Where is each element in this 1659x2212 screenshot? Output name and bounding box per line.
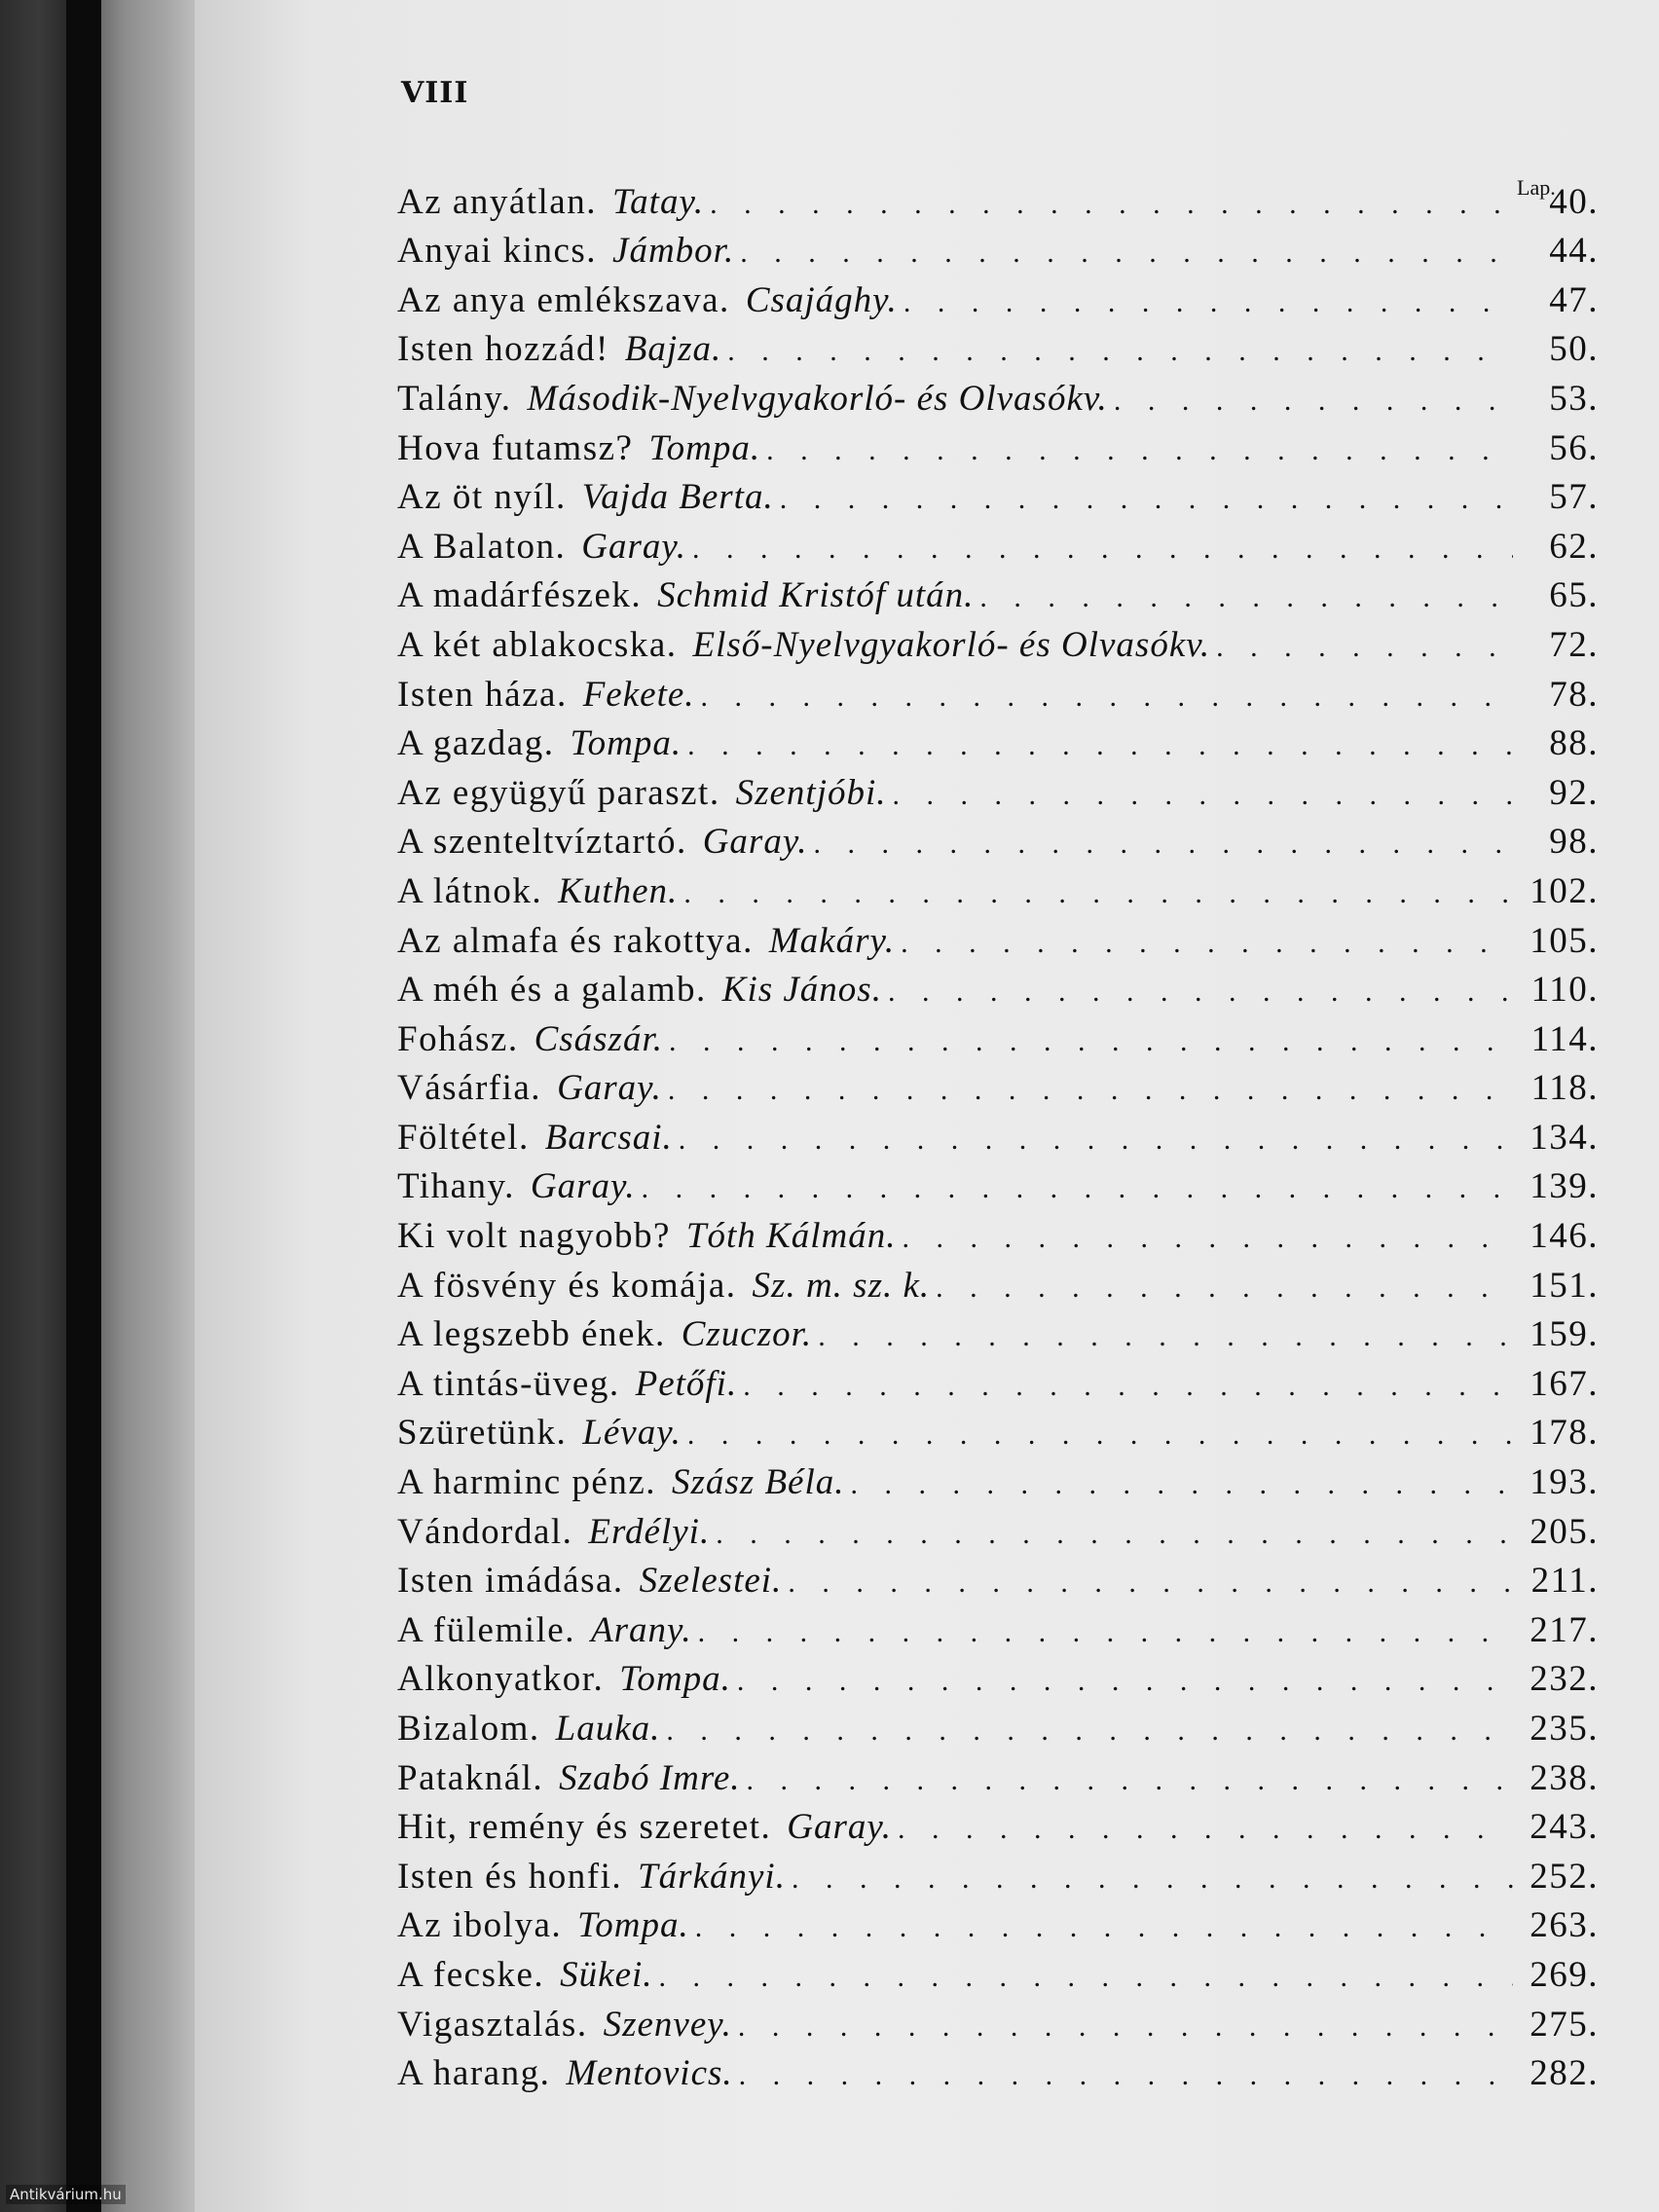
toc-entry-title: Talány. [397,378,512,419]
toc-entry-author: Barcsai. [544,1117,673,1158]
toc-entry [397,914,1599,964]
toc-entry-title: Hit, remény és szeretet. [397,1807,772,1848]
toc-entry-line [397,920,1599,962]
toc-entry-line [397,2052,1599,2094]
toc-entry-page-number: 92. [1549,772,1599,813]
toc-entry [397,570,1599,619]
toc-entry [397,1555,1599,1604]
toc-entry-line [397,526,1599,568]
toc-entry [397,1604,1599,1653]
toc-entry-page-number: 243. [1530,1807,1599,1848]
toc-entry [397,2047,1599,2097]
toc-entry-page-number: 114. [1530,1018,1599,1059]
toc-entry-author: Garay. [787,1807,893,1848]
toc-entry-author: Lauka. [555,1709,661,1749]
toc-entry-page-number: 98. [1549,822,1599,863]
toc-entry-page-number: 232. [1530,1659,1599,1700]
toc-entry-page-number: 167. [1530,1363,1599,1404]
toc-entry-line [397,1265,1599,1307]
dot-leader [780,476,1513,518]
toc-entry-line [397,1313,1599,1355]
toc-entry-page-number: 110. [1530,970,1599,1011]
dot-leader [695,1904,1513,1946]
toc-entry [397,323,1599,373]
toc-entry-author: Lévay. [582,1413,682,1454]
toc-entry [397,1948,1599,1998]
dot-leader [740,230,1513,272]
toc-entry-author: Szenvey. [603,2004,732,2045]
toc-entry [397,422,1599,471]
dot-leader [727,328,1513,370]
toc-entry-page-number: 47. [1549,279,1599,320]
toc-entry-page-number: 102. [1530,870,1599,911]
toc-entry-author: Tompa. [648,427,761,468]
toc-entry-author: Tárkányi. [638,1856,786,1897]
dot-leader [936,1265,1513,1307]
toc-entry-page-number: 211. [1530,1561,1599,1602]
toc-entry-page-number: 217. [1530,1609,1599,1650]
toc-entry-title: Az ibolya. [397,1905,563,1946]
dot-leader [738,2004,1513,2046]
toc-entry-page-number: 282. [1530,2053,1599,2094]
toc-entry [397,718,1599,767]
dot-leader [692,526,1513,568]
toc-entry-author: Mentovics. [566,2053,733,2094]
page-number: VIII [401,76,469,110]
toc-entry [397,816,1599,866]
toc-entry [397,1259,1599,1309]
toc-entry-author: Czuczor. [681,1314,813,1355]
toc-entry-line [397,1461,1599,1503]
dot-leader [659,1954,1513,1996]
toc-entry-line [397,181,1599,223]
toc-entry-author: Kuthen. [558,870,679,911]
toc-entry-author: Tompa. [619,1659,731,1700]
toc-entry-page-number: 40. [1549,181,1599,222]
dot-leader [893,772,1513,814]
dot-leader [1216,624,1513,666]
toc-entry-author: Petőfi. [635,1363,738,1404]
dot-leader [818,1313,1513,1355]
toc-entry-page-number: 275. [1530,2004,1599,2045]
dot-leader [679,1117,1513,1159]
toc-entry-author: Második-Nyelvgyakorló- és Olvasókv. [527,378,1108,419]
toc-entry-title: A tintás-üveg. [397,1363,620,1404]
toc-entry-author: Fekete. [582,674,695,715]
toc-entry-line [397,1363,1599,1405]
toc-entry-title: Szüretünk. [397,1413,568,1454]
book-binding-gutter [66,0,101,2212]
toc-entry [397,1505,1599,1555]
toc-entry-title: Alkonyatkor. [397,1659,605,1700]
toc-entry-page-number: 50. [1549,329,1599,370]
toc-entry-page-number: 134. [1530,1117,1599,1158]
dot-leader [813,821,1513,863]
dot-leader [698,1609,1513,1651]
toc-entry-line [397,1708,1599,1750]
toc-entry-author: Vajda Berta. [581,477,774,518]
toc-entry-author: Schmid Kristóf után. [657,575,975,616]
toc-entry-title: A fecske. [397,1954,545,1995]
dot-leader [668,1067,1513,1109]
toc-entry-page-number: 118. [1530,1068,1599,1109]
toc-entry-line [397,1165,1599,1207]
toc-entry [397,1899,1599,1949]
toc-entry-title: A gazdag. [397,723,555,764]
toc-entry [397,372,1599,422]
dot-leader [710,181,1513,223]
toc-entry-line [397,476,1599,518]
toc-entry-title: Az öt nyíl. [397,477,567,518]
toc-entry-line [397,1757,1599,1799]
dot-leader [766,427,1513,469]
toc-entry-author: Csajághy. [745,279,898,320]
toc-entry-line [397,624,1599,666]
toc-entry-page-number: 146. [1530,1216,1599,1257]
toc-entry [397,1801,1599,1851]
toc-entry-title: Az anyátlan. [397,181,597,222]
toc-entry-line [397,378,1599,420]
toc-entry-title: Föltétel. [397,1117,530,1158]
dot-leader [687,1412,1513,1454]
toc-entry [397,1013,1599,1062]
toc-entry-line [397,279,1599,321]
toc-entry-page-number: 62. [1549,526,1599,567]
dot-leader [683,870,1513,912]
toc-entry-line [397,230,1599,272]
toc-entry-page-number: 235. [1530,1709,1599,1749]
toc-entry-title: A két ablakocska. [397,624,678,665]
toc-entry-line [397,1954,1599,1996]
dot-leader [979,574,1513,616]
dot-leader [743,1363,1513,1405]
toc-entry-title: A Balaton. [397,526,567,567]
toc-entry-title: Isten háza. [397,674,568,715]
toc-entry-title: Isten hozzád! [397,329,609,370]
toc-entry-page-number: 263. [1530,1905,1599,1946]
toc-entry-title: Az együgyű paraszt. [397,772,720,813]
toc-entry-title: Az anya emlékszava. [397,279,730,320]
toc-entry-title: A fösvény és komája. [397,1265,737,1306]
dot-leader [902,1215,1513,1257]
toc-entry [397,175,1599,225]
toc-entry-author: Szász Béla. [672,1462,845,1503]
dot-leader [898,1806,1513,1848]
toc-entry-line [397,574,1599,616]
toc-entry-line [397,969,1599,1011]
toc-entry-title: A harminc pénz. [397,1462,656,1503]
toc-entry-line [397,722,1599,764]
toc-entry-title: A méh és a galamb. [397,970,707,1011]
toc-entry-line [397,1067,1599,1109]
toc-entry-page-number: 78. [1549,674,1599,715]
toc-entry-line [397,1560,1599,1602]
toc-entry-line [397,1117,1599,1159]
toc-entry-author: Szentjóbi. [735,772,887,813]
dot-leader [888,969,1513,1011]
toc-entry-author: Tompa. [570,723,682,764]
watermark: Antikvárium.hu [6,2185,126,2204]
toc-entry-author: Kis János. [721,970,882,1011]
dot-leader [1114,378,1513,420]
toc-entry [397,1209,1599,1259]
toc-entry-page-number: 178. [1530,1413,1599,1454]
toc-entry-author: Garay. [702,822,808,863]
toc-entry-page-number: 159. [1530,1314,1599,1355]
toc-entry-line [397,427,1599,469]
toc-entry-author: Jámbor. [612,231,735,272]
toc-entry-line [397,1215,1599,1257]
toc-entry-author: Császár. [534,1018,664,1059]
toc-entry-title: A legszebb ének. [397,1314,666,1355]
toc-entry [397,1309,1599,1358]
toc-entry [397,274,1599,323]
toc-entry-page-number: 56. [1549,427,1599,468]
toc-entry [397,618,1599,668]
dot-leader [716,1511,1513,1553]
toc-entry-page-number: 269. [1530,1954,1599,1995]
dot-leader [701,674,1513,716]
dot-leader [792,1856,1513,1898]
page-gutter-shadow [101,0,195,2212]
toc-entry-page-number: 88. [1549,723,1599,764]
toc-entry-author: Tatay. [611,181,705,222]
toc-entry-title: Bizalom. [397,1709,540,1749]
toc-entry-title: Isten imádása. [397,1561,624,1602]
toc-entry [397,1998,1599,2047]
toc-entry-author: Makáry. [768,920,896,961]
toc-entry-title: A látnok. [397,870,543,911]
toc-entry-author: Első-Nyelvgyakorló- és Olvasókv. [692,624,1211,665]
toc-entry-line [397,821,1599,863]
toc-entry-page-number: 252. [1530,1856,1599,1897]
toc-entry-title: Pataknál. [397,1757,544,1798]
toc-entry [397,1407,1599,1456]
toc-entry-line [397,1806,1599,1848]
toc-entry-line [397,2004,1599,2046]
toc-entry-page-number: 105. [1530,920,1599,961]
toc-entry-line [397,674,1599,716]
toc-entry-title: Vándordal. [397,1511,573,1552]
toc-entry-line [397,1904,1599,1946]
toc-entry-title: Anyai kincs. [397,231,598,272]
toc-entry-author: Arany. [590,1609,692,1650]
toc-entry-line [397,1412,1599,1454]
toc-entry-page-number: 72. [1549,624,1599,665]
toc-entry [397,766,1599,816]
dot-leader [851,1461,1514,1503]
toc-entry-title: Isten és honfi. [397,1856,623,1897]
toc-entry-line [397,1609,1599,1651]
toc-entry [397,471,1599,521]
toc-entry-title: Az almafa és rakottya. [397,920,754,961]
toc-entry-author: Sz. m. sz. k. [752,1265,931,1306]
page-column-header: Lap. [1517,175,1556,200]
dot-leader [747,1757,1513,1799]
dot-leader [788,1560,1513,1602]
toc-entry-page-number: 65. [1549,575,1599,616]
toc-entry-line [397,1018,1599,1060]
toc-entry-page-number: 193. [1530,1462,1599,1503]
dot-leader [903,279,1513,321]
toc-entry [397,668,1599,718]
toc-entry-title: Tihany. [397,1166,515,1207]
toc-entry-author: Sükei. [560,1954,653,1995]
toc-entry-page-number: 205. [1530,1511,1599,1552]
book-cover-edge [0,0,66,2212]
toc-entry [397,1850,1599,1899]
toc-entry [397,1357,1599,1407]
toc-entry-page-number: 53. [1549,378,1599,419]
toc-entry-author: Garay. [530,1166,636,1207]
dot-leader [737,1658,1513,1700]
toc-entry-page-number: 44. [1549,231,1599,272]
dot-leader [739,2052,1513,2094]
toc-entry-title: Ki volt nagyobb? [397,1216,671,1257]
toc-entry [397,225,1599,275]
toc-entry [397,520,1599,570]
toc-entry-page-number: 57. [1549,477,1599,518]
toc-entry-title: A harang. [397,2053,551,2094]
toc-entry [397,1653,1599,1703]
toc-entry-line [397,1511,1599,1553]
dot-leader [687,722,1513,764]
toc-entry-page-number: 151. [1530,1265,1599,1306]
toc-entry-author: Tóth Kálmán. [685,1216,897,1257]
toc-entry-line [397,1856,1599,1898]
toc-entry-title: Vigasztalás. [397,2004,588,2045]
dot-leader [669,1018,1513,1060]
toc-entry [397,1161,1599,1210]
toc-entry-page-number: 238. [1530,1757,1599,1798]
table-of-contents [397,175,1599,2096]
toc-entry-title: Hova futamsz? [397,427,634,468]
toc-entry [397,865,1599,914]
toc-entry-title: A madárfészek. [397,575,643,616]
toc-entry [397,1751,1599,1801]
toc-entry [397,1062,1599,1112]
dot-leader [642,1165,1513,1207]
toc-entry-line [397,772,1599,814]
toc-entry [397,964,1599,1014]
toc-entry-author: Garay. [581,526,687,567]
toc-entry-author: Tompa. [577,1905,689,1946]
dot-leader [901,920,1513,962]
toc-entry [397,1702,1599,1751]
toc-entry-page-number: 139. [1530,1166,1599,1207]
dot-leader [666,1708,1513,1750]
toc-entry-line [397,870,1599,912]
toc-entry-title: Vásárfia. [397,1068,542,1109]
toc-entry-title: A szenteltvíztartó. [397,822,687,863]
toc-entry-title: Fohász. [397,1018,519,1059]
toc-entry-author: Bajza. [624,329,722,370]
toc-entry-line [397,1658,1599,1700]
toc-entry-author: Szabó Imre. [559,1757,741,1798]
toc-entry-title: A fülemile. [397,1609,575,1650]
toc-entry-author: Garay. [557,1068,662,1109]
toc-entry [397,1111,1599,1161]
toc-entry-author: Erdélyi. [588,1511,711,1552]
toc-entry-line [397,328,1599,370]
toc-entry-author: Szelestei. [639,1561,783,1602]
toc-entry [397,1456,1599,1505]
